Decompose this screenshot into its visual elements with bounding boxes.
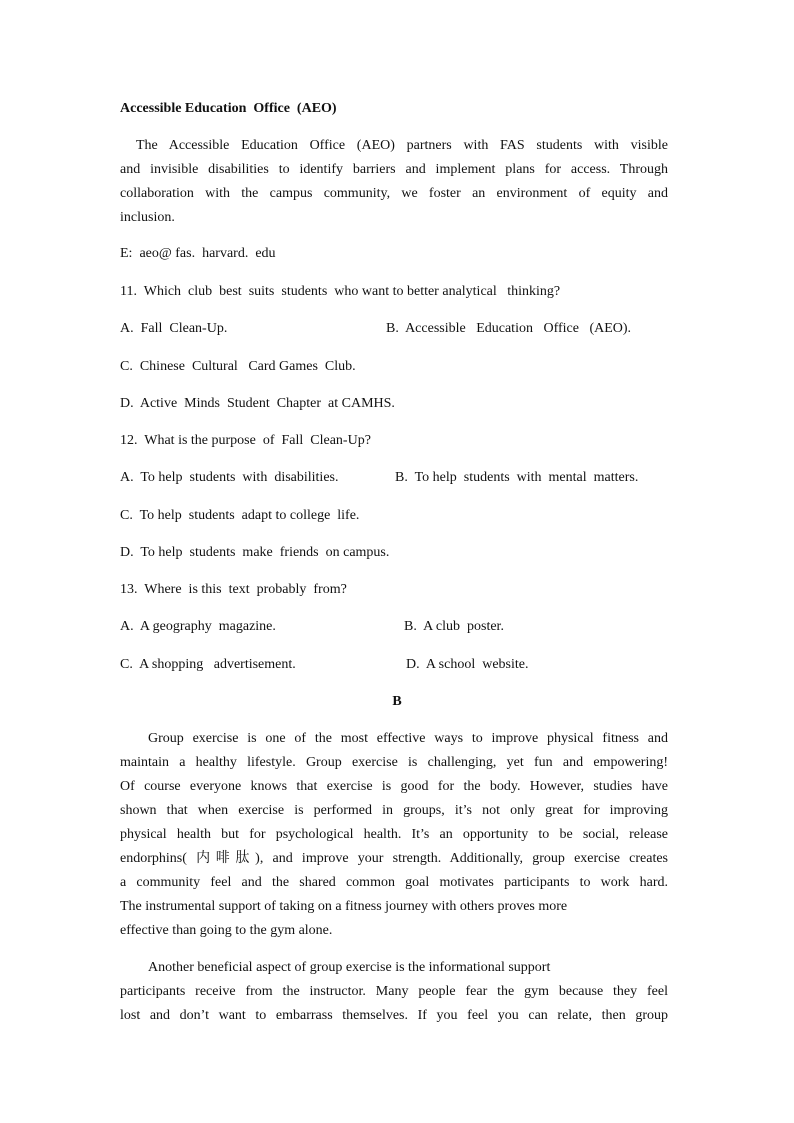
aeo-paragraph-line: and invisible disabilities to identify barriers and implement plans for access. Through <box>120 162 668 177</box>
paragraph-line: Another beneficial aspect of group exercise is the informational support <box>148 960 551 975</box>
question-12-option-a: A. To help students with disabilities. <box>120 470 339 485</box>
paragraph-line: physical health but for psychological health. It’s an opportunity to be social, release <box>120 827 668 842</box>
question-11-option-a: A. Fall Clean-Up. <box>120 321 228 336</box>
paragraph-line: Of course everyone knows that exercise is good for the body. However, studies have <box>120 779 668 794</box>
section-b-paragraph-2 <box>120 956 668 1028</box>
question-13-stem: 13. Where is this text probably from? <box>120 582 347 597</box>
paragraph-line: The instrumental support of taking on a fitness journey with others proves more <box>120 899 568 914</box>
question-13-option-c: C. A shopping advertisement. <box>120 657 296 672</box>
paragraph-line: maintain a healthy lifestyle. Group exercise is challenging, yet fun and empowering! <box>120 755 668 770</box>
paragraph-line: effective than going to the gym alone. <box>120 923 333 938</box>
question-12-stem: 12. What is the purpose of Fall Clean-Up? <box>120 433 371 448</box>
aeo-email: E: aeo@ fas. harvard. edu <box>120 246 276 261</box>
question-12-option-d: D. To help students make friends on campus. <box>120 545 390 560</box>
paragraph-line: Group exercise is one of the most effective ways to improve physical fitness and <box>148 731 668 746</box>
paragraph-line: a community feel and the shared common goal motivates participants to work hard. <box>120 875 668 890</box>
aeo-paragraph-line: inclusion. <box>120 210 175 225</box>
section-b-heading: B <box>392 694 402 709</box>
paragraph-line: participants receive from the instructor. Many people fear the gym because they feel <box>120 984 668 999</box>
question-11-option-b: B. Accessible Education Office (AEO). <box>386 321 632 336</box>
question-12-option-b: B. To help students with mental matters. <box>395 470 639 485</box>
paragraph-line: endorphins( 内啡肽), and improve your strength. Additionally, group exercise creates <box>120 851 668 866</box>
paragraph-line: shown that when exercise is performed in groups, it’s not only great for improving <box>120 803 668 818</box>
aeo-paragraph-line: The Accessible Education Office (AEO) partners with FAS students with visible <box>136 138 668 153</box>
aeo-title: Accessible Education Office (AEO) <box>120 101 337 116</box>
question-12-option-c: C. To help students adapt to college life. <box>120 508 360 523</box>
aeo-paragraph-line: collaboration with the campus community, we foster an environment of equity and <box>120 186 668 201</box>
question-11-stem: 11. Which club best suits students who want to better analytical thinking? <box>120 284 561 299</box>
paragraph-line: lost and don’t want to embarrass themselves. If you feel you can relate, then group <box>120 1008 668 1023</box>
question-13-option-d: D. A school website. <box>406 657 529 672</box>
aeo-paragraph <box>120 134 668 230</box>
question-13-option-a: A. A geography magazine. <box>120 619 276 634</box>
question-13-option-b: B. A club poster. <box>404 619 504 634</box>
section-b-paragraph-1 <box>120 727 668 943</box>
question-11-option-d: D. Active Minds Student Chapter at CAMHS. <box>120 396 395 411</box>
question-11-option-c: C. Chinese Cultural Card Games Club. <box>120 359 356 374</box>
